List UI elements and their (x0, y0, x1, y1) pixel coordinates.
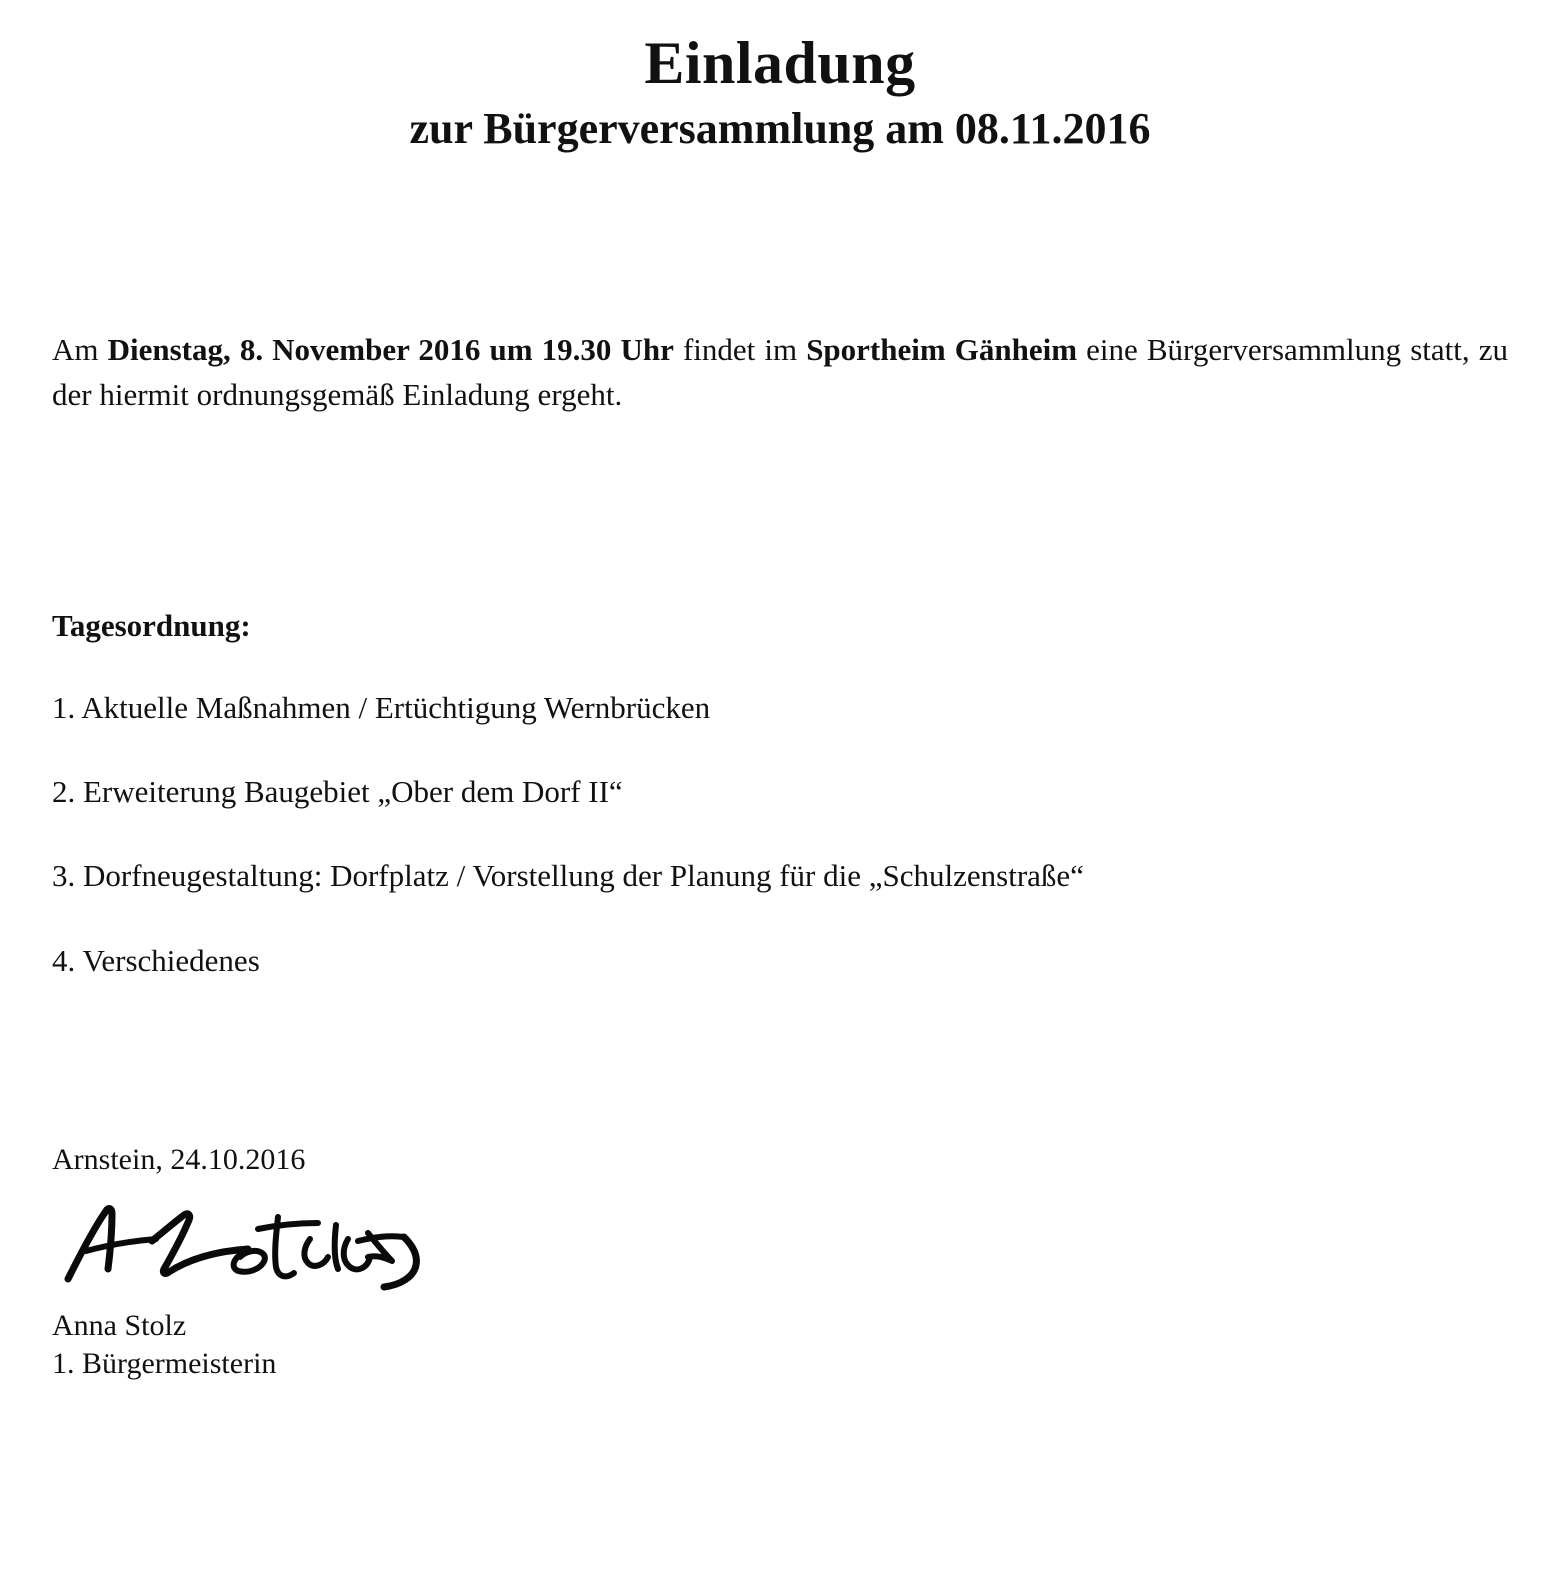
signer-block (52, 1307, 1508, 1384)
intro-tail: eine Bürgerversammlung statt, zu der hiermit ordnungsgemäß Einladung ergeht. (52, 331, 1508, 412)
intro-paragraph (52, 328, 1508, 418)
intro-middle: findet im (673, 331, 807, 367)
page-subtitle: zur Bürgerversammlung am 08.11.2016 (409, 104, 1151, 154)
place-and-date: Arnstein, 24.10.2016 (52, 1143, 306, 1177)
signer-role: 1. Bürgermeisterin (52, 1347, 277, 1381)
list-item: 1. Aktuelle Maßnahmen / Ertüchtigung Wernbrücken (52, 689, 711, 725)
signer-name: Anna Stolz (52, 1309, 187, 1343)
intro-lead: Am (52, 331, 108, 367)
title-block (52, 0, 1508, 156)
list-item: 2. Erweiterung Baugebiet „Ober dem Dorf II“ (52, 774, 623, 810)
intro-datetime: Dienstag, 8. November 2016 um 19.30 Uhr (107, 331, 674, 367)
intro-venue: Sportheim Gänheim (806, 331, 1078, 367)
agenda-list (52, 688, 1508, 981)
signature-image (52, 1195, 472, 1307)
agenda-heading: Tagesordnung: (52, 607, 251, 643)
list-item: 3. Dorfneugestaltung: Dorfplatz / Vorstellung der Planung für die „Schulzenstraße“ (52, 858, 1084, 894)
list-item: 4. Verschiedenes (52, 942, 260, 978)
page-title: Einladung (644, 30, 916, 96)
